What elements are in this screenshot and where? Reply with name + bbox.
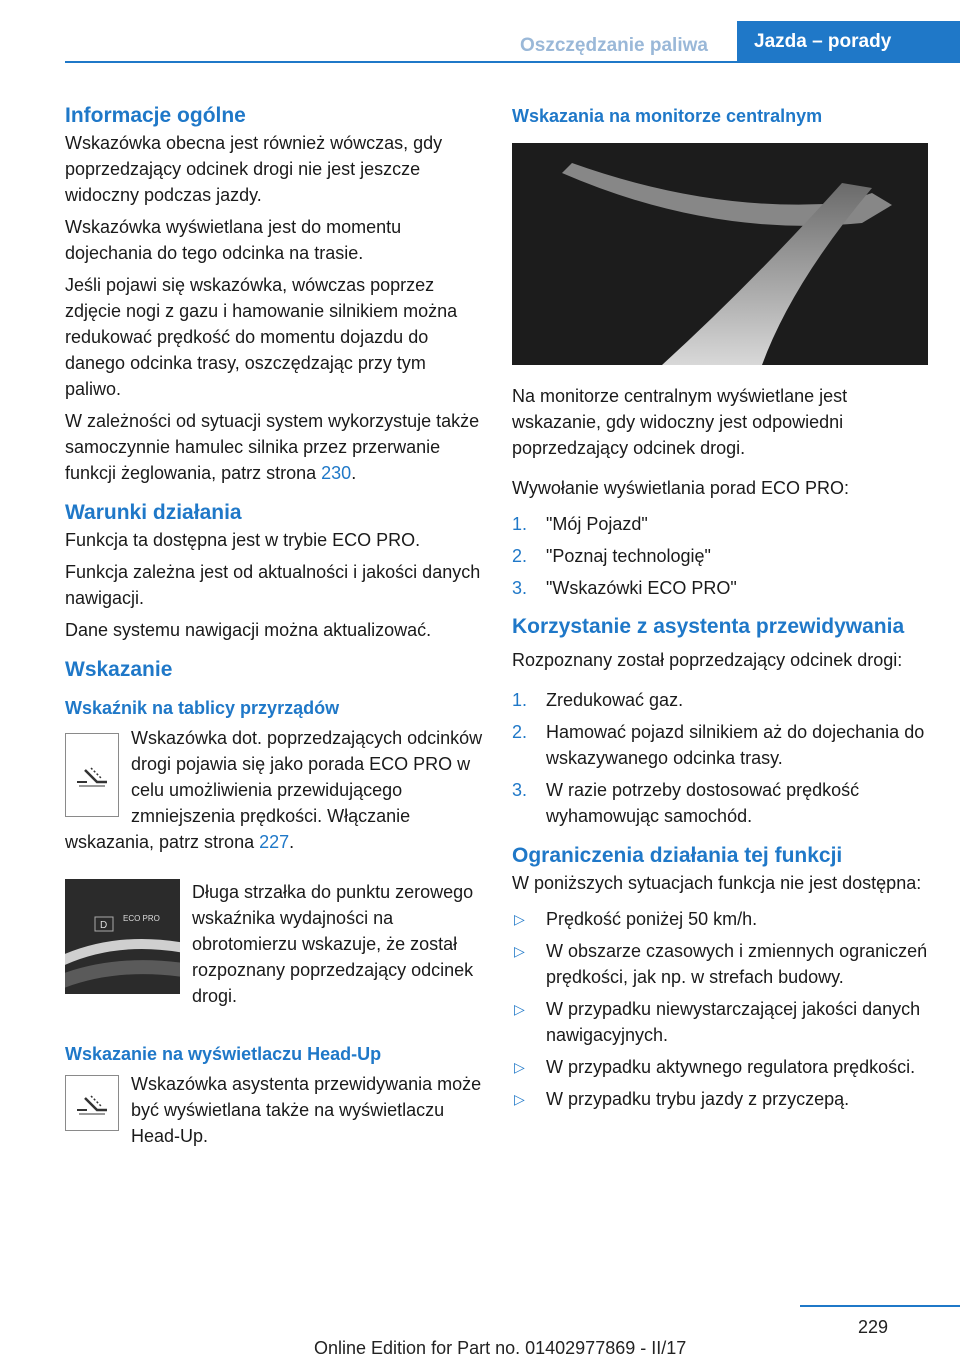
paragraph (65, 408, 483, 486)
heading-conditions: Warunki działania (65, 501, 242, 524)
list-item: 2. "Poznaj technologię" (512, 546, 711, 566)
right-column (512, 103, 932, 1120)
footer-rule (800, 1305, 960, 1307)
list-item: ▷ W przypadku niewystarczającej jakości danych nawigacyjnych. (514, 999, 921, 1045)
heading-display: Wskazanie (65, 658, 173, 681)
steps-list-menu (512, 511, 932, 601)
paragraph: Funkcja zależna jest od aktualności i jakości danych nawigacji. (65, 562, 481, 608)
left-column (65, 103, 483, 1155)
heading-general: Informacje ogólne (65, 104, 246, 127)
gear-d-label: D (100, 920, 108, 931)
header-rule (65, 61, 960, 63)
list-item: ▷ W przypadku aktywnego regulatora prędkości. (514, 1057, 916, 1077)
list-item: 1. "Mój Pojazd" (512, 514, 648, 534)
header-chapter-tab: Jazda – porady (737, 21, 960, 63)
page-number: 229 (858, 1317, 889, 1337)
list-item: ▷ Prędkość poniżej 50 km/h. (514, 909, 758, 929)
list-item: 1. Zredukować gaz. (512, 690, 684, 710)
paragraph-text: . (289, 832, 295, 852)
paragraph: Jeśli pojawi się wskazówka, wówczas poprzez zdjęcie nogi z gazu i hamowanie silnikiem można redukować prędkość do momentu dojazdu do danego odcinka trasy, oszczędzając przy tym paliwo. (65, 275, 458, 399)
footer-edition: Online Edition for Part no. 01402977869 - II/17 (314, 1338, 687, 1358)
paragraph-text: . (351, 463, 357, 483)
list-item: 3. "Wskazówki ECO PRO" (512, 578, 737, 598)
heading-using-assistant: Korzystanie z asystenta przewidywania (512, 615, 905, 638)
heading-limits: Ograniczenia działania tej funkcji (512, 844, 843, 867)
heading-monitor: Wskazania na monitorze centralnym (512, 106, 823, 126)
paragraph: Rozpoznany został poprzedzający odcinek drogi: (512, 650, 903, 670)
paragraph: Wskazówka obecna jest również wówczas, gdy poprzedzający odcinek drogi nie jest jeszcze widoczny podczas jazdy. (65, 133, 443, 205)
paragraph-text: Wskazówka dot. poprzedzających odcinków drogi pojawia się jako porada ECO PRO w celu umożliwienia przewidującego zmniejszenia prędkości. Włączanie wskazania, patrz strona (65, 728, 483, 852)
paragraph: Funkcja ta dostępna jest w trybie ECO PRO. (65, 530, 421, 550)
steps-list-driving (512, 687, 932, 829)
paragraph: Na monitorze centralnym wyświetlane jest wskazanie, gdy widoczny jest odpowiedni poprzedzający odcinek drogi. (512, 386, 848, 458)
subheading-cluster: Wskaźnik na tablicy przyrządów (65, 698, 340, 718)
limits-list (512, 906, 932, 1112)
subheading-hud: Wskazanie na wyświetlaczu Head-Up (65, 1044, 382, 1064)
paragraph-with-icon (65, 1071, 483, 1149)
anticipatory-assistant-icon (65, 733, 119, 817)
paragraph: Dane systemu nawigacji można aktualizować. (65, 620, 432, 640)
anticipatory-assistant-hud-icon (65, 1075, 119, 1131)
paragraph-text: Długa strzałka do punktu zerowego wskaźnika wydajności na obrotomierzu wskazuje, że został rozpoznany poprzedzający odcinek drogi. (192, 882, 474, 1006)
list-item: ▷ W przypadku trybu jazdy z przyczepą. (514, 1089, 850, 1109)
paragraph-with-image (65, 879, 483, 1009)
paragraph-text: W zależności od sytuacji system wykorzystuje także samoczynnie hamulec silnika przez przerwanie funkcji żeglowania, patrz strona (65, 411, 480, 483)
paragraph: Wywołanie wyświetlania porad ECO PRO: (512, 478, 849, 498)
list-item: 3. W razie potrzeby dostosować prędkość wyhamowując samochód. (512, 780, 860, 826)
list-item: 2. Hamować pojazd silnikiem aż do dojechania do wskazywanego odcinka trasy. (512, 722, 925, 768)
header-section-title: Oszczędzanie paliwa (520, 35, 708, 56)
central-monitor-image (512, 143, 928, 365)
tachometer-eco-pro-image (65, 879, 180, 994)
list-item: ▷ W obszarze czasowych i zmiennych ograniczeń prędkości, jak np. w strefach budowy. (514, 941, 928, 987)
paragraph: Wskazówka wyświetlana jest do momentu dojechania do tego odcinka na trasie. (65, 217, 402, 263)
page-link-227[interactable]: 227 (259, 832, 290, 852)
eco-pro-label: ECO PRO (123, 914, 160, 923)
paragraph-with-icon (65, 725, 483, 855)
page-link-230[interactable]: 230 (321, 463, 352, 483)
paragraph-text: Wskazówka asystenta przewidywania może być wyświetlana także na wyświetlaczu Head-Up. (131, 1074, 482, 1146)
paragraph: W poniższych sytuacjach funkcja nie jest dostępna: (512, 873, 922, 893)
